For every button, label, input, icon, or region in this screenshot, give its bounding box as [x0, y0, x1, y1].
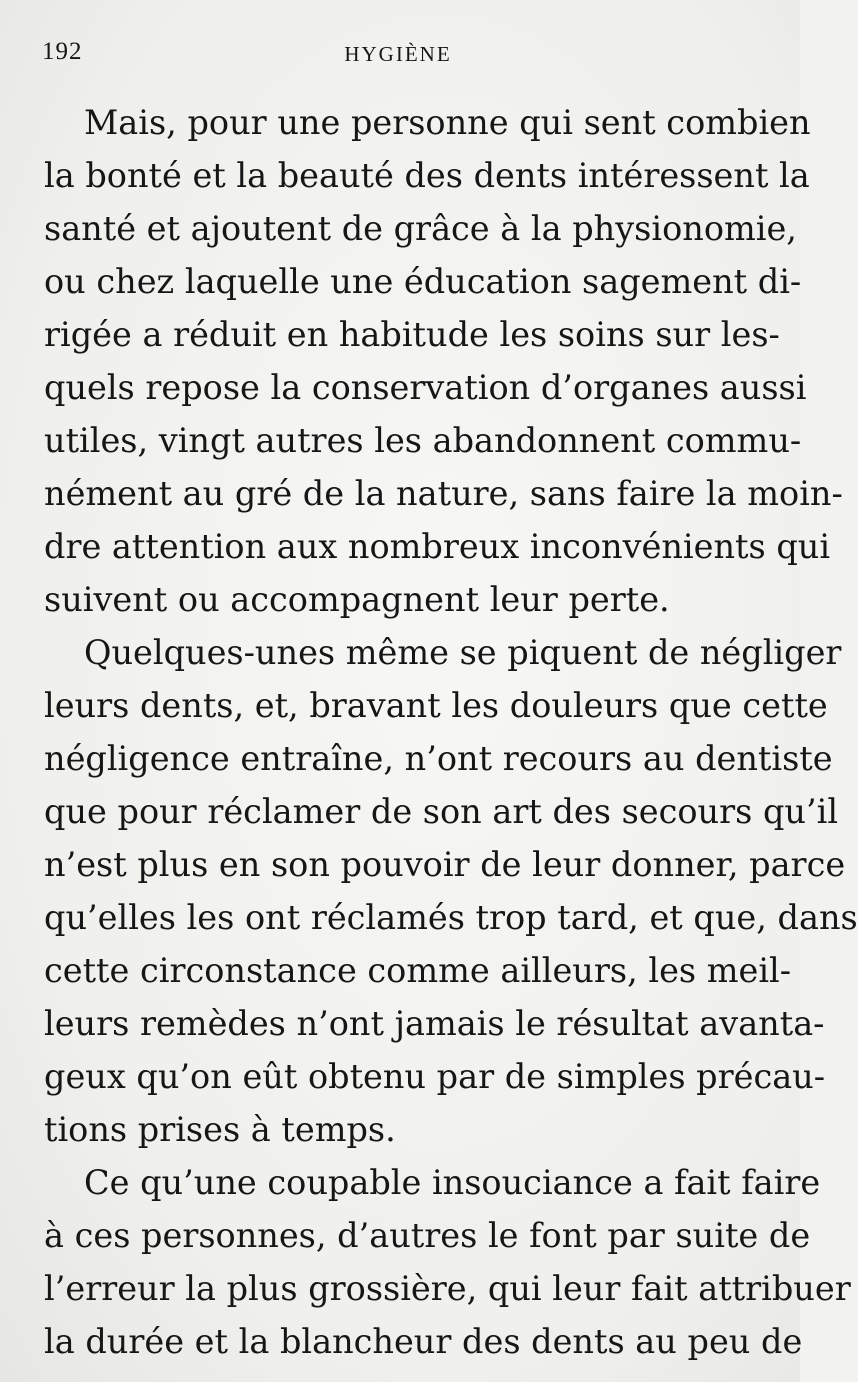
text-line: que pour réclamer de son art des secours qu’il	[44, 792, 839, 831]
text-line: leurs dents, et, bravant les douleurs que cette	[44, 686, 828, 725]
text-line: rigée a réduit en habitude les soins sur les-	[44, 315, 780, 354]
running-head	[42, 38, 754, 74]
text-line: Quelques-unes même se piquent de négliger	[84, 633, 842, 672]
text-line: ou chez laquelle une éducation sagement di-	[44, 262, 802, 301]
text-line: quels repose la conservation d’organes aussi	[44, 368, 807, 407]
running-title: HYGIÈNE	[344, 42, 452, 66]
paragraph	[44, 96, 843, 626]
text-line: l’erreur la plus grossière, qui leur fait attribuer	[44, 1269, 851, 1308]
text-line: négligence entraîne, n’ont recours au dentiste	[44, 739, 833, 778]
text-line: Ce qu’une coupable insouciance a fait faire	[84, 1163, 821, 1202]
text-line: la bonté et la beauté des dents intéressent la	[44, 156, 810, 195]
text-line: la durée et la blancheur des dents au peu de	[44, 1322, 803, 1361]
text-line: dre attention aux nombreux inconvénients qui	[44, 527, 831, 566]
paragraph	[44, 626, 858, 1156]
text-line: n’est plus en son pouvoir de leur donner, parce	[44, 845, 846, 884]
text-line: nément au gré de la nature, sans faire la moin-	[44, 474, 843, 513]
page-number: 192	[42, 38, 83, 65]
text-line: à ces personnes, d’autres le font par suite de	[44, 1216, 811, 1255]
paragraph	[44, 1156, 851, 1368]
text-line: utiles, vingt autres les abandonnent commu-	[44, 421, 802, 460]
text-line: santé et ajoutent de grâce à la physionomie,	[44, 209, 797, 248]
text-line: geux qu’on eût obtenu par de simples précau-	[44, 1057, 826, 1096]
text-line: cette circonstance comme ailleurs, les meil-	[44, 951, 792, 990]
text-line: Mais, pour une personne qui sent combien	[84, 103, 811, 142]
body-text	[44, 96, 858, 1368]
text-line: suivent ou accompagnent leur perte.	[44, 580, 670, 619]
text-line: qu’elles les ont réclamés trop tard, et que, dans	[44, 898, 858, 937]
text-line: leurs remèdes n’ont jamais le résultat avanta-	[44, 1004, 825, 1043]
text-line: tions prises à temps.	[44, 1110, 396, 1149]
